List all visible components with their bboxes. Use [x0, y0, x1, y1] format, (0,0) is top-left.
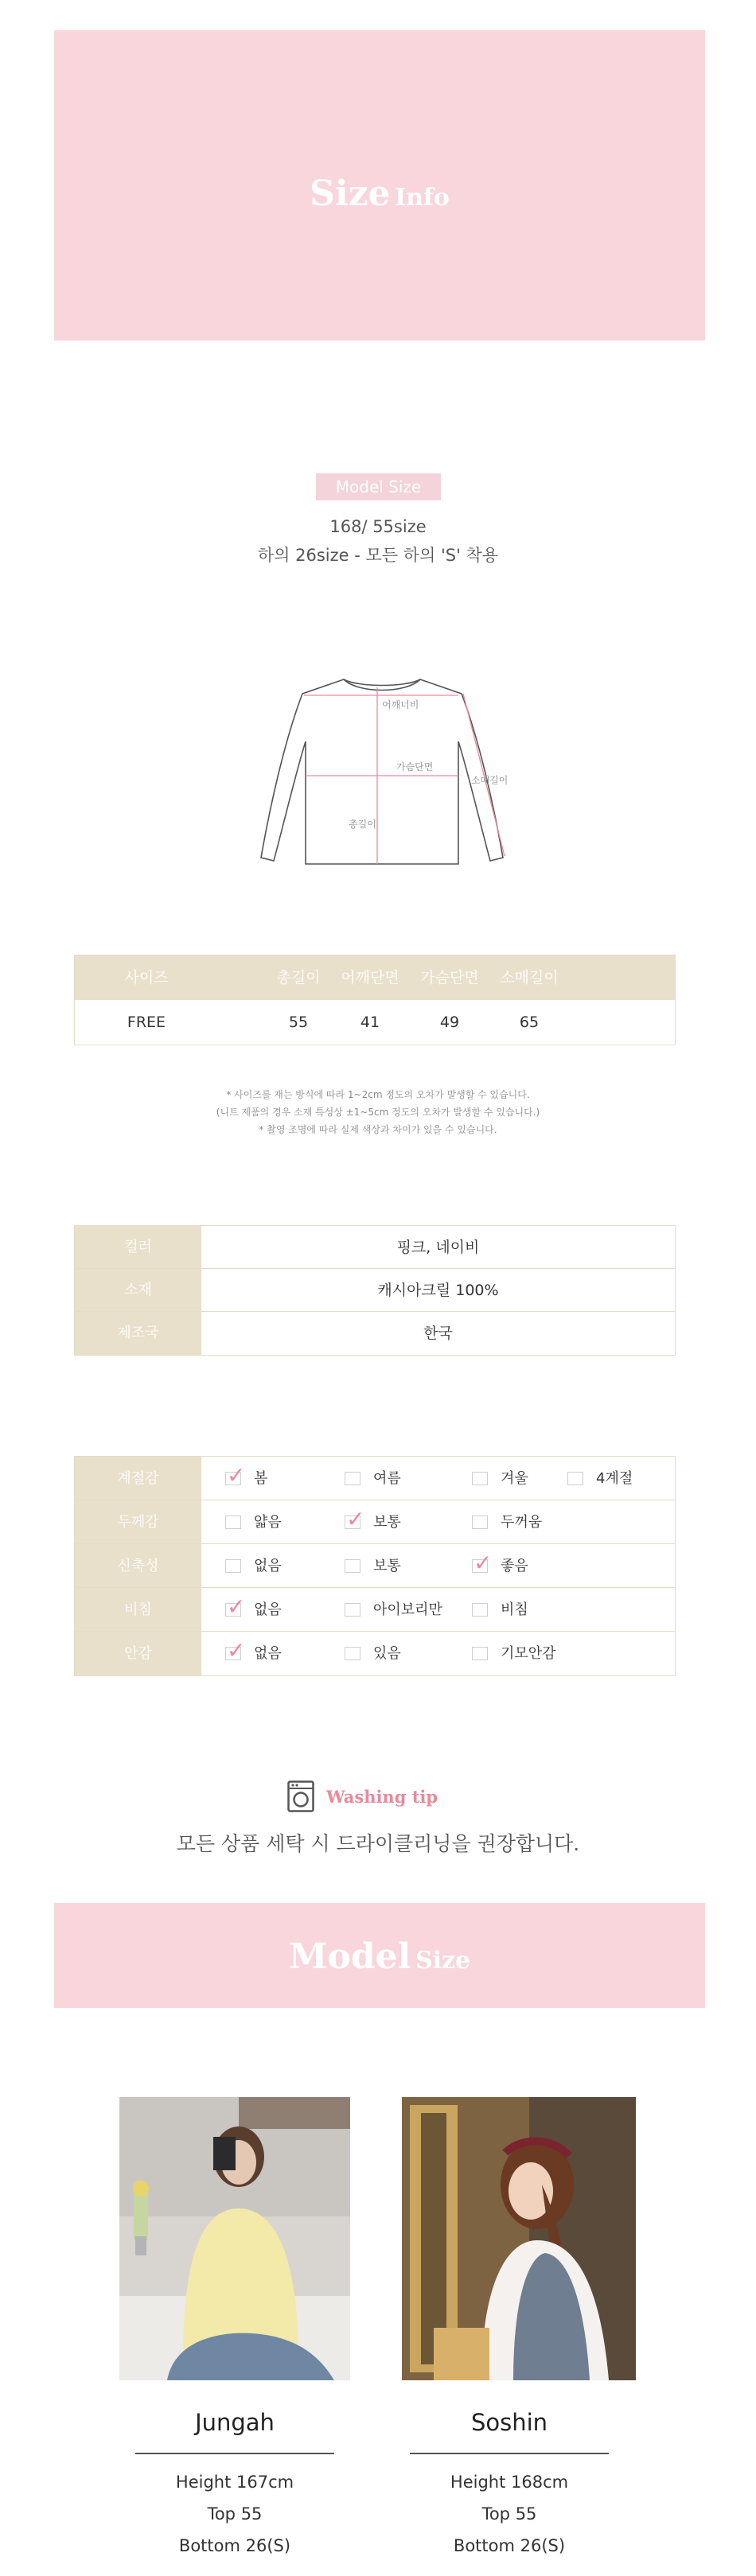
option-label: 없음: [254, 1601, 282, 1618]
info-label-material: 소재: [75, 1269, 201, 1311]
table-row: [75, 1632, 675, 1675]
feature-label-thickness: 두께감: [75, 1500, 201, 1543]
checkbox: [345, 1559, 360, 1573]
model-size-line1: 168/ 55size: [329, 517, 427, 536]
option-label: 얇음: [254, 1514, 282, 1531]
check-icon: ✓: [227, 1593, 246, 1620]
model-top: Top 55: [207, 2504, 263, 2523]
check-icon: ✓: [473, 1550, 493, 1576]
check-icon: ✓: [346, 1506, 365, 1532]
check-icon: ✓: [227, 1462, 246, 1488]
note-line: (니트 제품의 경우 소재 특성상 ±1~5cm 정도의 오차가 발생할 수 있습니다.): [216, 1107, 540, 1118]
table-row: [75, 1269, 675, 1312]
model-size-banner: [54, 1903, 705, 2008]
size-cell: FREE: [127, 1014, 166, 1031]
table-row: [75, 1544, 675, 1588]
diagram-sleeve-label: 소매길이: [471, 775, 509, 786]
model-name-jungah: Jungah: [195, 2409, 275, 2436]
option-label: 비침: [501, 1601, 528, 1618]
option-label: 두꺼움: [501, 1514, 543, 1531]
table-row: [75, 1500, 675, 1544]
size-table-header: [75, 955, 675, 1000]
feature-label-stretch: 신축성: [75, 1544, 201, 1587]
option-label: 좋음: [501, 1558, 528, 1574]
checkbox: [345, 1472, 360, 1485]
model-top: Top 55: [481, 2504, 537, 2523]
checkbox: [225, 1593, 246, 1620]
size-header-size: 사이즈: [124, 969, 169, 986]
checkbox: [472, 1550, 493, 1576]
size-cell: 49: [439, 1014, 460, 1031]
size-table: [74, 955, 676, 1045]
sweater-measurement-diagram: [255, 676, 509, 883]
table-row: [75, 1226, 675, 1269]
checkbox: [225, 1559, 241, 1573]
info-value-color: 핑크, 네이비: [396, 1239, 480, 1256]
model-size-line2: 하의 26size - 모든 하의 'S' 착용: [257, 546, 499, 565]
option-label: 없음: [254, 1645, 282, 1662]
table-row: [75, 1588, 675, 1632]
option-label: 봄: [254, 1470, 268, 1487]
info-label-color: 컬러: [75, 1226, 201, 1268]
size-header-length: 총길이: [276, 969, 321, 986]
banner-title-small: Size: [415, 1947, 471, 1975]
model-height: Height 167cm: [175, 2473, 294, 2492]
feature-label-season: 계절감: [75, 1457, 201, 1500]
option-label: 4계절: [596, 1470, 633, 1487]
table-row: [75, 1457, 675, 1500]
checkbox: [472, 1472, 488, 1485]
size-info-banner: [54, 30, 705, 340]
info-value-material: 캐시아크릴 100%: [377, 1282, 499, 1299]
size-cell: 55: [288, 1014, 309, 1031]
model-bottom: Bottom 26(S): [178, 2536, 291, 2555]
size-header-chest: 가슴단면: [420, 969, 479, 986]
model-photo-soshin: [402, 2097, 636, 2380]
measurement-notes: [0, 1086, 756, 1138]
banner-title-small: Info: [395, 184, 450, 212]
size-cell: 41: [360, 1014, 380, 1031]
diagram-chest-label: 가슴단면: [396, 761, 434, 772]
info-value-origin: 한국: [423, 1325, 453, 1342]
washing-tip-title: Washing tip: [326, 1787, 438, 1807]
model-size-pill: Model Size: [316, 473, 441, 500]
model-name-soshin: Soshin: [470, 2409, 548, 2436]
table-row: [75, 1000, 675, 1045]
check-icon: ✓: [227, 1637, 246, 1664]
checkbox: [225, 1637, 246, 1664]
banner-title-big: Size: [310, 173, 391, 214]
checkbox: [225, 1516, 241, 1529]
checkbox: [345, 1506, 365, 1532]
table-row: [75, 1312, 675, 1355]
option-label: 보통: [373, 1558, 401, 1574]
size-info-title: [54, 173, 705, 214]
model-divider: [410, 2453, 609, 2454]
model-size-title: [54, 1936, 705, 1977]
info-label-origin: 제조국: [75, 1312, 201, 1355]
option-label: 있음: [373, 1645, 401, 1662]
model-photo-jungah: [119, 2097, 350, 2380]
checkbox: [472, 1516, 488, 1529]
checkbox: [345, 1647, 360, 1660]
note-line: * 촬영 조명에 따라 실제 색상과 차이가 있을 수 있습니다.: [259, 1124, 497, 1135]
washing-machine-icon: [287, 1780, 314, 1812]
option-label: 겨울: [501, 1470, 528, 1487]
feature-table: [74, 1456, 676, 1676]
option-label: 없음: [254, 1558, 282, 1574]
option-label: 여름: [373, 1470, 401, 1487]
checkbox: [472, 1647, 488, 1660]
size-header-sleeve: 소매길이: [500, 969, 559, 986]
size-cell: 65: [519, 1014, 540, 1031]
checkbox: [472, 1603, 488, 1617]
model-height: Height 168cm: [450, 2473, 569, 2492]
option-label: 보통: [373, 1514, 401, 1531]
feature-label-lining: 안감: [75, 1632, 201, 1675]
model-bottom: Bottom 26(S): [453, 2536, 566, 2555]
product-info-table: [74, 1225, 676, 1356]
size-header-shoulder: 어깨단면: [341, 969, 399, 986]
washing-tip-note: 모든 상품 세탁 시 드라이클리닝을 권장합니다.: [176, 1832, 580, 1855]
model-divider: [135, 2453, 334, 2454]
option-label: 기모안감: [501, 1645, 556, 1662]
checkbox: [225, 1462, 246, 1488]
diagram-shoulder-label: 어깨너비: [382, 699, 419, 710]
checkbox: [567, 1472, 583, 1485]
option-label: 아이보리만: [373, 1601, 442, 1618]
feature-label-sheer: 비침: [75, 1588, 201, 1631]
note-line: * 사이즈를 재는 방식에 따라 1~2cm 정도의 오차가 발생할 수 있습니다.: [226, 1089, 530, 1100]
checkbox: [345, 1603, 360, 1617]
banner-title-big: Model: [288, 1936, 411, 1977]
diagram-length-label: 총길이: [349, 819, 376, 830]
